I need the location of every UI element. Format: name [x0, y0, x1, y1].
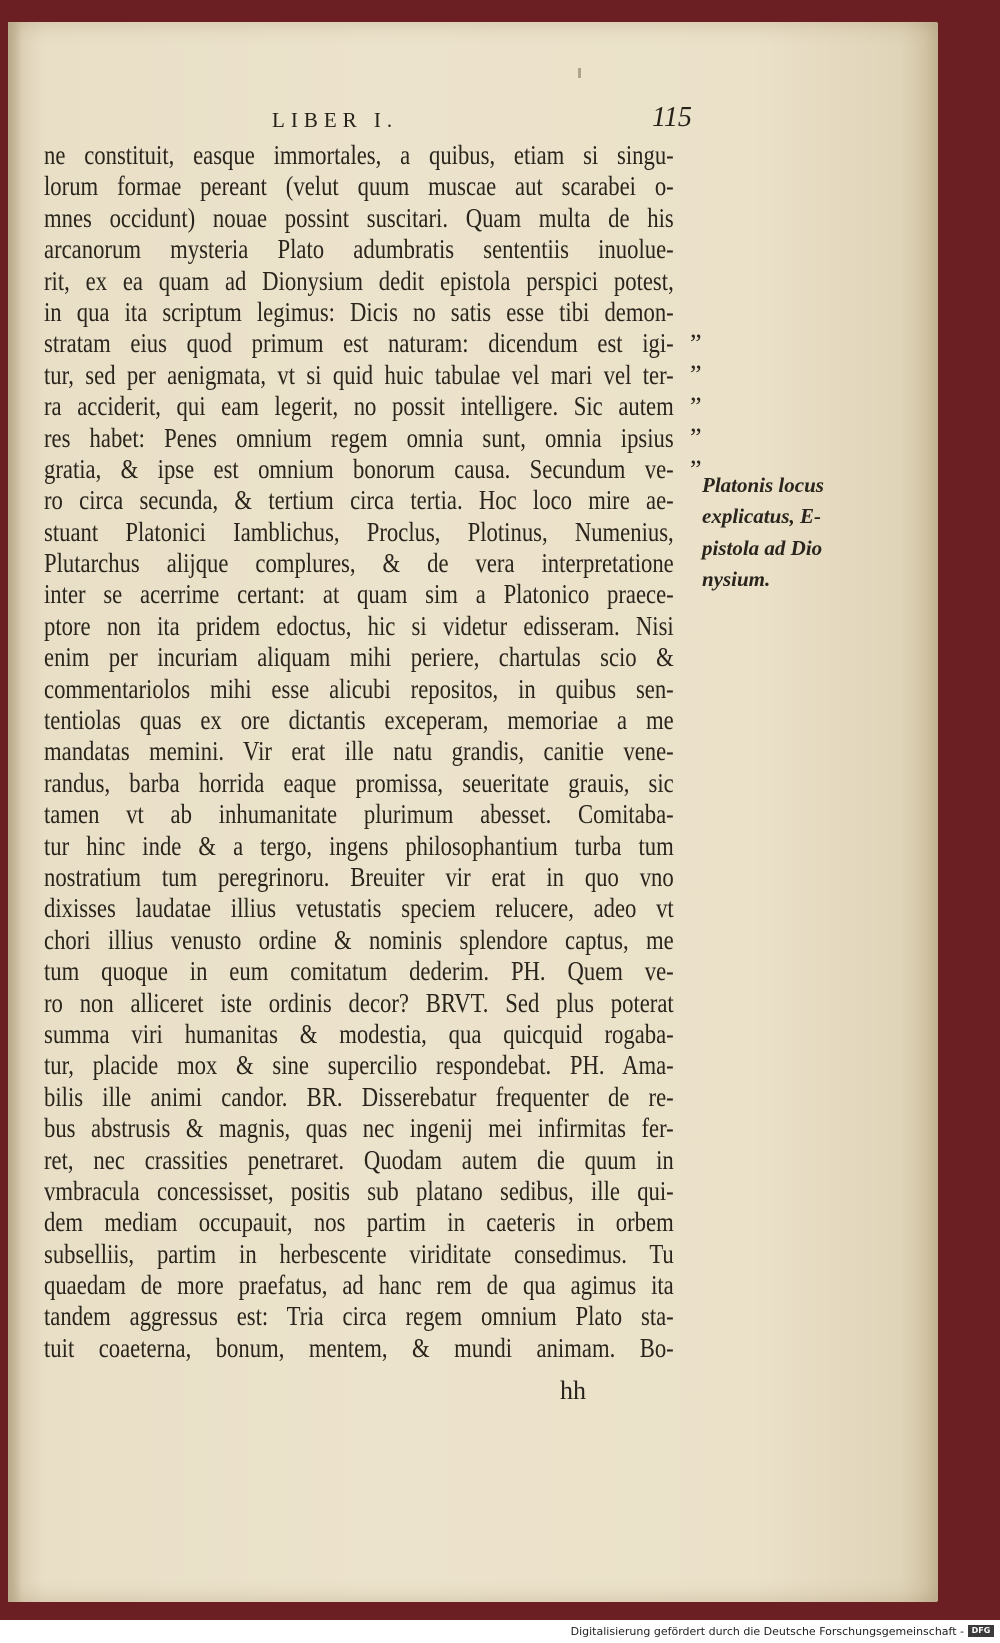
text-line: ne constituit, easque immortales, a quibus, etiam si singu-	[44, 140, 674, 170]
text-line: bilis ille animi candor. BR. Disserebatur frequenter de re-	[44, 1081, 674, 1112]
text-line: ra acciderit, qui eam legerit, no possit intelligere. Sic autem	[44, 391, 674, 422]
quote-mark: ”	[690, 360, 702, 390]
text-line: tentiolas quas ex ore dictantis exceperam, memoriae a me	[44, 705, 674, 736]
text-line: mandatas memini. Vir erat ille natu grandis, canitie vene-	[44, 736, 674, 767]
text-line: tum quoque in eum comitatum dederim. PH. Quem ve-	[44, 956, 674, 987]
text-line: tur hinc inde & a tergo, ingens philosophantium turba tum	[44, 830, 674, 861]
text-line: tandem aggressus est: Tria circa regem omnium Plato sta-	[44, 1301, 674, 1332]
quote-mark: ”	[690, 454, 702, 484]
text-line: summa viri humanitas & modestia, qua quicquid rogaba-	[44, 1018, 674, 1049]
footer-bar	[0, 1620, 1000, 1643]
text-line: gratia, & ipse est omnium bonorum causa. Secundum ve-	[44, 453, 674, 484]
text-line: mnes occidunt) nouae possint suscitari. Quam multa de his	[44, 202, 674, 233]
text-line: ro circa secunda, & tertium circa tertia. Hoc loco mire ae-	[44, 485, 674, 516]
ink-speck	[578, 68, 581, 78]
text-line: tuit coaeterna, bonum, mentem, & mundi animam. Bo-	[44, 1332, 674, 1363]
text-line: stuant Platonici Iamblichus, Proclus, Plotinus, Numenius,	[44, 516, 674, 547]
text-line: ret, nec crassities penetraret. Quodam autem die quum in	[44, 1144, 674, 1175]
quote-mark: ”	[690, 391, 702, 421]
text-line: commentariolos mihi esse alicubi repositos, in quibus sen-	[44, 673, 674, 704]
text-line: in qua ita scriptum legimus: Dicis no satis esse tibi demon-	[44, 296, 674, 327]
dfg-logo-icon: DFG	[968, 1625, 994, 1637]
text-line: arcanorum mysteria Plato adumbratis sententiis inuolue-	[44, 234, 674, 265]
text-line: quaedam de more praefatus, ad hanc rem de qua agimus ita	[44, 1270, 674, 1301]
text-line: ptore non ita pridem edoctus, hic si videtur edisseram. Nisi	[44, 610, 674, 641]
marginal-note-line: nysium.	[702, 567, 771, 592]
text-line: chori illius venusto ordine & nominis splendore captus, me	[44, 924, 674, 955]
text-line: randus, barba horrida eaque promissa, seueritate grauis, sic	[44, 767, 674, 798]
text-line: Plutarchus alijque complures, & de vera interpretatione	[44, 548, 674, 579]
text-line: stratam eius quod primum est naturam: dicendum est igi-	[44, 328, 674, 359]
text-line: tur, placide mox & sine supercilio respondebat. PH. Ama-	[44, 1050, 674, 1081]
running-head: LIBER I.	[272, 108, 399, 132]
text-line: rit, ex ea quam ad Dionysium dedit epistola perspici potest,	[44, 265, 674, 296]
text-line: dixisses laudatae illius vetustatis speciem relucere, adeo vt	[44, 893, 674, 924]
text-line: tamen vt ab inhumanitate plurimum abesset. Comitaba-	[44, 799, 674, 830]
marginal-note-line: explicatus, E-	[702, 504, 821, 529]
text-line: ro non alliceret iste ordinis decor? BRVT. Sed plus poterat	[44, 987, 674, 1018]
text-line: nostratium tum peregrinoru. Breuiter vir erat in quo vno	[44, 861, 674, 892]
text-line: bus abstrusis & magnis, quas nec ingenij mei infirmitas fer-	[44, 1113, 674, 1144]
text-line: lorum formae pereant (velut quum muscae aut scarabei o-	[44, 171, 674, 202]
text-line: dem mediam occupauit, nos partim in caeteris in orbem	[44, 1207, 674, 1238]
funding-credit: Digitalisierung gefördert durch die Deutsche Forschungsgemeinschaft -	[570, 1625, 964, 1638]
page-gutter-shadow	[8, 22, 22, 1602]
text-line: enim per incuriam aliquam mihi periere, chartulas scio &	[44, 642, 674, 673]
catchword: hh	[560, 1376, 586, 1405]
text-line: tur, sed per aenigmata, vt si quid huic tabulae vel mari vel ter-	[44, 359, 674, 390]
marginal-note-line: pistola ad Dio	[702, 535, 823, 560]
text-line: vmbracula concessisset, positis sub platano sedibus, ille qui-	[44, 1175, 674, 1206]
marginal-note	[702, 470, 862, 596]
quote-mark: ”	[690, 423, 702, 453]
text-line: inter se acerrime certant: at quam sim a Platonico praece-	[44, 579, 674, 610]
main-text-block	[44, 140, 674, 1364]
marginal-note-line: Platonis locus	[702, 473, 824, 497]
text-line: res habet: Penes omnium regem omnia sunt, omnia ipsius	[44, 422, 674, 453]
quote-mark: ”	[690, 329, 702, 358]
text-line: subselliis, partim in herbescente viriditate consedimus. Tu	[44, 1238, 674, 1269]
marginal-quote-marks	[690, 328, 730, 485]
page-number: 115	[652, 102, 692, 133]
